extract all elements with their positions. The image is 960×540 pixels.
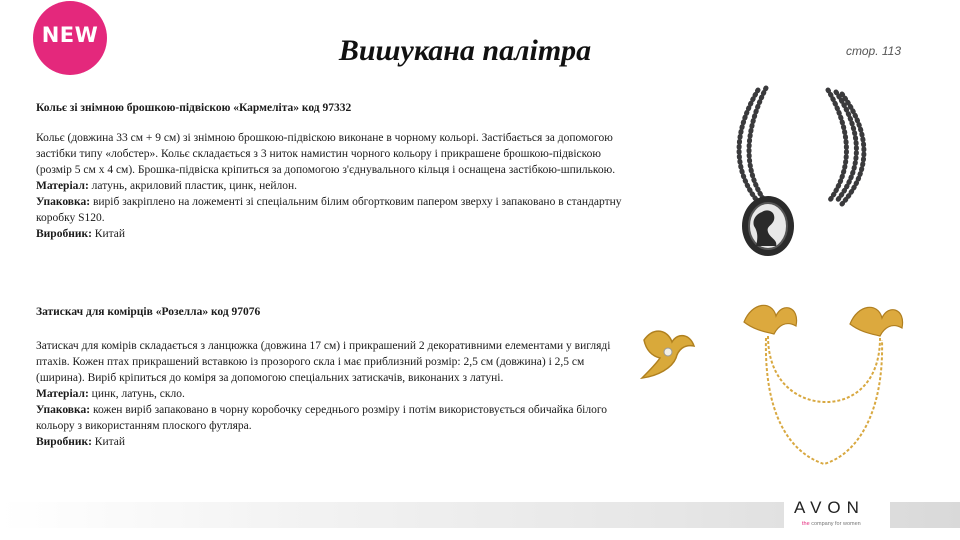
avon-logo-box [784,496,890,534]
packaging-label: Упаковка: [36,404,91,416]
product-1-description: Кольє (довжина 33 см + 9 см) зі знімною брошкою-підвіскою виконане в чорному кольорі. Застібається за допомогою застібки типу «лобстер». Кольє складається з 3 ниток намистин чорного кольору і прикрашене брошкою-підвіскою (розмір 5 см х 4 см). Брошка-підвіска кріпиться за допомогою з'єднувального кільця і оснащена застібкою-шпилькою. [36,132,616,176]
product-1-maker [36,226,626,242]
product-1-heading: Кольє зі знімною брошкою-підвіскою «Кармеліта» код 97332 [36,102,352,114]
avon-tagline [802,521,861,527]
maker-label: Виробник: [36,228,92,240]
product-2-heading: Затискач для комірців «Розелла» код 97076 [36,306,261,318]
product-2-packaging [36,402,626,434]
product-1-material [36,178,626,194]
page-number: стор. 113 [846,44,902,58]
material-value: латунь, акриловий пластик, цинк, нейлон. [91,180,298,192]
product-2-material [36,386,626,402]
new-badge-label: NEW [41,23,99,47]
product-2-section [36,304,626,450]
necklace-image [718,84,878,262]
product-2-maker [36,434,626,450]
material-value: цинк, латунь, скло. [91,388,185,400]
material-label: Матеріал: [36,388,89,400]
tagline-text: company for women [811,521,861,527]
maker-value: Китай [94,436,126,448]
maker-value: Китай [94,228,126,240]
tagline-prefix: the [802,521,810,527]
maker-label: Виробник: [36,436,92,448]
product-2-description: Затискач для комірів складається з ланцюжка (довжина 17 см) і прикрашений 2 декоративними елементами у вигляді птахів. Кожен птах прикрашений вставкою із прозорого скла і має приблизний розмір: 2,5 см (довжина) і 2,5 см (ширина). Виріб кріпиться до коміря за допомогою спеціальних затискачів, виконаних з латуні. [36,340,611,384]
packaging-label: Упаковка: [36,196,91,208]
avon-logo: AVON [794,498,865,517]
product-1-packaging [36,194,626,226]
material-label: Матеріал: [36,180,89,192]
page-title: Вишукана палітра [338,34,592,67]
collar-pin-closeup-image [636,320,700,384]
collar-clip-chain-image [738,292,910,494]
packaging-value: кожен виріб запаковано в чорну коробочку середнього розміру і потім використовується обичайка білого кольору з використанням плоского футляра. [36,404,608,432]
product-1-section [36,100,626,242]
packaging-value: виріб закріплено на ложементі зі спеціальним білим обгортковим папером зверху і запаковано в стандартну коробку S120. [36,196,622,224]
